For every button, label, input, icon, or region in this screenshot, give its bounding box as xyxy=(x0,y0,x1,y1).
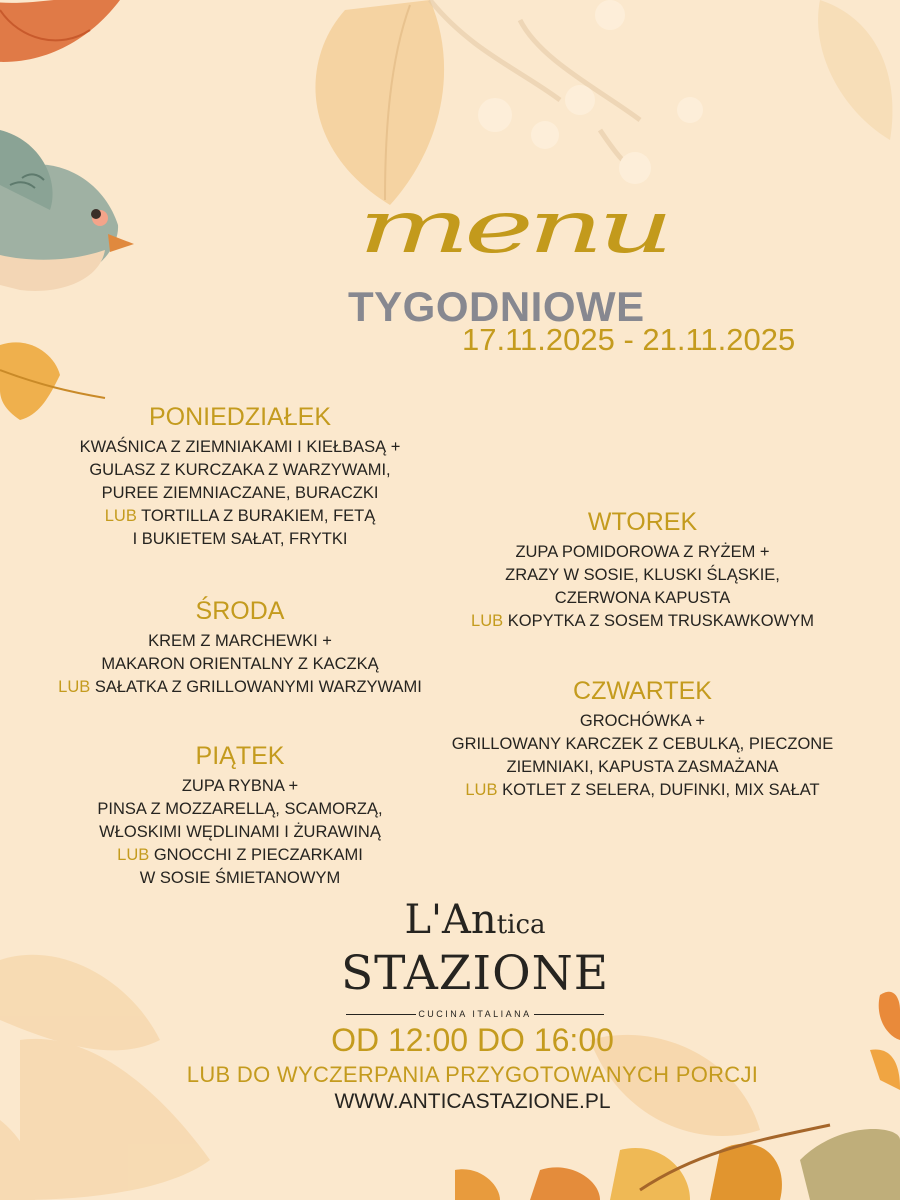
menu-line xyxy=(40,676,440,699)
menu-alternative: SAŁATKA Z GRILLOWANYMI WARZYWAMI xyxy=(94,678,422,696)
menu-line: GULASZ Z KURCZAKA Z WARZYWAMI, xyxy=(89,461,391,479)
or-label: LUB xyxy=(58,678,91,696)
menu-line: WŁOSKIMI WĘDLINAMI I ŻURAWINĄ xyxy=(99,823,381,841)
day-title: CZWARTEK xyxy=(573,677,712,705)
menu-line: ZIEMNIAKI, KAPUSTA ZASMAŻANA xyxy=(506,758,779,776)
website-link[interactable]: WWW.ANTICASTAZIONE.PL xyxy=(334,1090,611,1113)
menu-line xyxy=(455,610,830,633)
restaurant-logo xyxy=(330,898,620,1019)
menu-line: GRILLOWANY KARCZEK Z CEBULKĄ, PIECZONE xyxy=(451,735,834,753)
autumn-leaf-icon xyxy=(315,0,444,205)
logo-text: tica xyxy=(496,910,546,940)
day-wednesday xyxy=(40,597,440,699)
or-label: LUB xyxy=(471,612,504,630)
menu-line: KWAŚNICA Z ZIEMNIAKAMI I KIEŁBASĄ + xyxy=(79,438,401,456)
or-label: LUB xyxy=(465,781,498,799)
logo-text: L'An xyxy=(404,897,497,943)
berry-branch-icon xyxy=(430,0,703,184)
menu-line xyxy=(70,844,410,867)
or-label: LUB xyxy=(117,846,150,864)
logo-tagline: CUCINA ITALIANA xyxy=(330,1009,620,1019)
menu-alternative: KOTLET Z SELERA, DUFINKI, MIX SAŁAT xyxy=(502,781,820,799)
menu-line: MAKARON ORIENTALNY Z KACZKĄ xyxy=(101,655,379,673)
menu-subtitle: TYGODNIOWE xyxy=(348,283,645,330)
day-title: WTOREK xyxy=(587,508,698,536)
menu-alternative: TORTILLA Z BURAKIEM, FETĄ xyxy=(141,507,376,525)
day-title: PONIEDZIAŁEK xyxy=(149,403,331,431)
logo-line-1 xyxy=(330,898,620,947)
autumn-leaf-icon xyxy=(0,0,120,62)
autumn-leaf-icon xyxy=(818,0,892,140)
day-tuesday xyxy=(455,508,830,633)
menu-alternative: GNOCCHI Z PIECZARKAMI xyxy=(153,846,363,864)
menu-line: PINSA Z MOZZARELLĄ, SCAMORZĄ, xyxy=(97,800,383,818)
autumn-leaf-icon xyxy=(455,1125,900,1200)
menu-line: I BUKIETEM SAŁAT, FRYTKI xyxy=(132,530,348,548)
day-monday xyxy=(60,403,420,551)
day-title: ŚRODA xyxy=(195,597,285,625)
day-title: PIĄTEK xyxy=(195,742,285,770)
menu-line: GROCHÓWKA + xyxy=(579,712,706,730)
availability-note: LUB DO WYCZERPANIA PRZYGOTOWANYCH PORCJI xyxy=(186,1062,759,1087)
day-thursday xyxy=(435,677,850,802)
logo-line-2: STAZIONE xyxy=(340,946,610,1001)
menu-alternative: KOPYTKA Z SOSEM TRUSKAWKOWYM xyxy=(507,612,814,630)
menu-date-range: 17.11.2025 - 21.11.2025 xyxy=(462,322,796,357)
menu-line: PUREE ZIEMNIACZANE, BURACZKI xyxy=(101,484,379,502)
day-friday xyxy=(70,742,410,890)
or-label: LUB xyxy=(104,507,137,525)
menu-line xyxy=(435,779,850,802)
menu-line: W SOSIE ŚMIETANOWYM xyxy=(139,869,341,887)
menu-line: KREM Z MARCHEWKI + xyxy=(148,632,332,650)
menu-line: ZUPA RYBNA + xyxy=(181,777,299,795)
menu-script-title: menu xyxy=(358,183,668,270)
opening-hours: OD 12:00 DO 16:00 xyxy=(331,1022,614,1058)
menu-line: CZERWONA KAPUSTA xyxy=(554,589,731,607)
menu-line xyxy=(60,505,420,528)
menu-line: ZUPA POMIDOROWA Z RYŻEM + xyxy=(515,543,770,561)
menu-line: ZRAZY W SOSIE, KLUSKI ŚLĄSKIE, xyxy=(505,566,780,584)
bird-icon xyxy=(0,130,134,291)
